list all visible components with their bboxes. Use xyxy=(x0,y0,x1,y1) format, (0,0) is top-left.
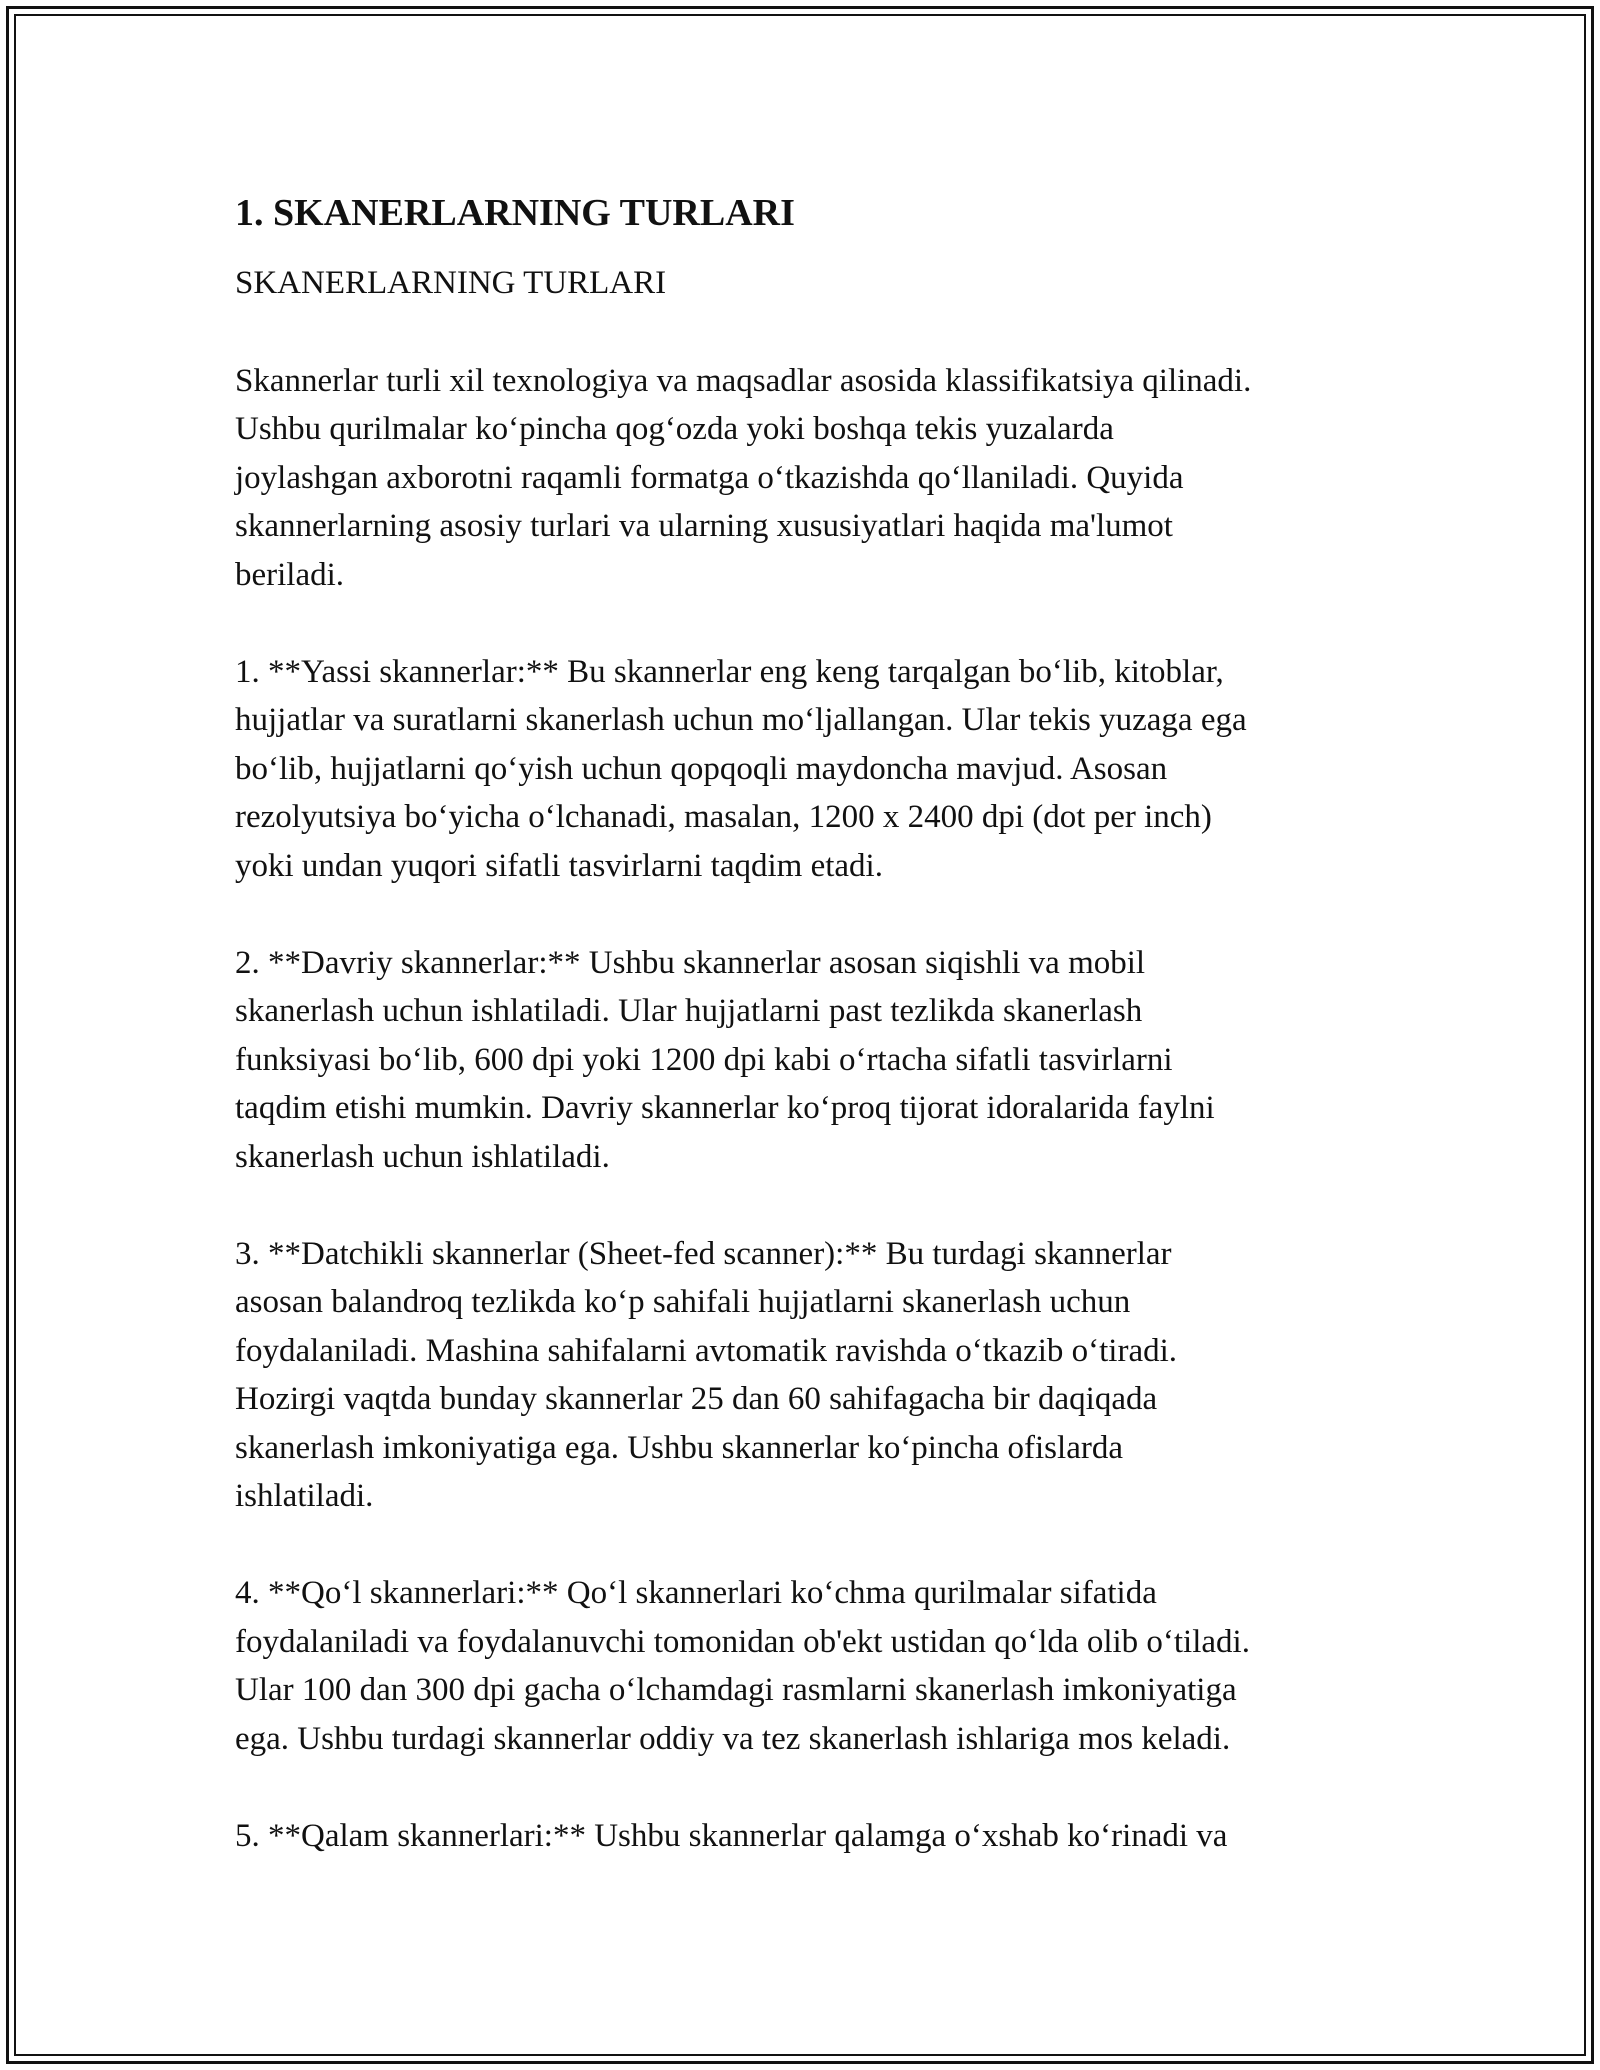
paragraph-pen-scanners xyxy=(235,1812,1375,1861)
text-line: skanerlash uchun ishlatiladi. xyxy=(235,1138,610,1175)
text-line: 1. **Yassi skannerlar:** Bu skannerlar eng keng tarqalgan bo‘lib, kitoblar, xyxy=(235,653,1224,690)
text-line: 2. **Davriy skannerlar:** Ushbu skannerlar asosan siqishli va mobil xyxy=(235,944,1146,981)
text-line: asosan balandroq tezlikda ko‘p sahifali hujjatlarni skanerlash uchun xyxy=(235,1284,1131,1320)
text-line: rezolyutsiya bo‘yicha o‘lchanadi, masalan, 1200 x 2400 dpi (dot per inch) xyxy=(235,799,1212,835)
text-line: yoki undan yuqori sifatli tasvirlarni taqdim etadi. xyxy=(235,847,883,884)
text-line: ishlatiladi. xyxy=(235,1478,374,1514)
text-line: skanerlash uchun ishlatiladi. Ular hujjatlarni past tezlikda skanerlash xyxy=(235,993,1143,1029)
document-heading: 1. SKANERLARNING TURLARI xyxy=(235,192,795,234)
document-body xyxy=(235,185,1375,1909)
text-line: skanerlash imkoniyatiga ega. Ushbu skannerlar ko‘pincha ofislarda xyxy=(235,1429,1123,1466)
text-line: Ular 100 dan 300 dpi gacha o‘lchamdagi rasmlarni skanerlash imkoniyatiga xyxy=(235,1672,1237,1708)
text-line: hujjatlar va suratlarni skanerlash uchun mo‘ljallangan. Ular tekis yuzaga ega xyxy=(235,702,1247,738)
text-line: Ushbu qurilmalar ko‘pincha qog‘ozda yoki boshqa tekis yuzalarda xyxy=(235,411,1114,447)
paragraph-flatbed-scanners xyxy=(235,648,1375,891)
text-line: foydalaniladi va foydalanuvchi tomonidan ob'ekt ustidan qo‘lda olib o‘tiladi. xyxy=(235,1623,1250,1660)
text-line: 4. **Qo‘l skannerlari:** Qo‘l skannerlari ko‘chma qurilmalar sifatida xyxy=(235,1575,1157,1611)
text-line: funksiyasi bo‘lib, 600 dpi yoki 1200 dpi kabi o‘rtacha sifatli tasvirlarni xyxy=(235,1041,1173,1078)
text-line: foydalaniladi. Mashina sahifalarni avtomatik ravishda o‘tkazib o‘tiradi. xyxy=(235,1332,1178,1369)
document-subtitle: SKANERLARNING TURLARI xyxy=(235,265,667,301)
text-line: 3. **Datchikli skannerlar (Sheet-fed scanner):** Bu turdagi skannerlar xyxy=(235,1235,1172,1272)
paragraph-periodic-scanners xyxy=(235,939,1375,1182)
text-line: ega. Ushbu turdagi skannerlar oddiy va tez skanerlash ishlariga mos keladi. xyxy=(235,1720,1231,1757)
text-line: bo‘lib, hujjatlarni qo‘yish uchun qopqoqli maydoncha mavjud. Asosan xyxy=(235,750,1168,787)
text-line: 5. **Qalam skannerlari:** Ushbu skannerlar qalamga o‘xshab ko‘rinadi va xyxy=(235,1817,1228,1854)
text-line: beriladi. xyxy=(235,556,345,593)
paragraph-intro xyxy=(235,357,1375,600)
text-line: Skannerlar turli xil texnologiya va maqsadlar asosida klassifikatsiya qilinadi. xyxy=(235,362,1252,399)
paragraph-sheetfed-scanners xyxy=(235,1230,1375,1521)
text-line: Hozirgi vaqtda bunday skannerlar 25 dan 60 sahifagacha bir daqiqada xyxy=(235,1381,1158,1417)
text-line: taqdim etishi mumkin. Davriy skannerlar ko‘proq tijorat idoralarida faylni xyxy=(235,1090,1215,1126)
text-line: skannerlarning asosiy turlari va ularning xususiyatlari haqida ma'lumot xyxy=(235,508,1173,544)
paragraph-handheld-scanners xyxy=(235,1569,1375,1763)
text-line: joylashgan axborotni raqamli formatga o‘tkazishda qo‘llaniladi. Quyida xyxy=(235,459,1184,496)
